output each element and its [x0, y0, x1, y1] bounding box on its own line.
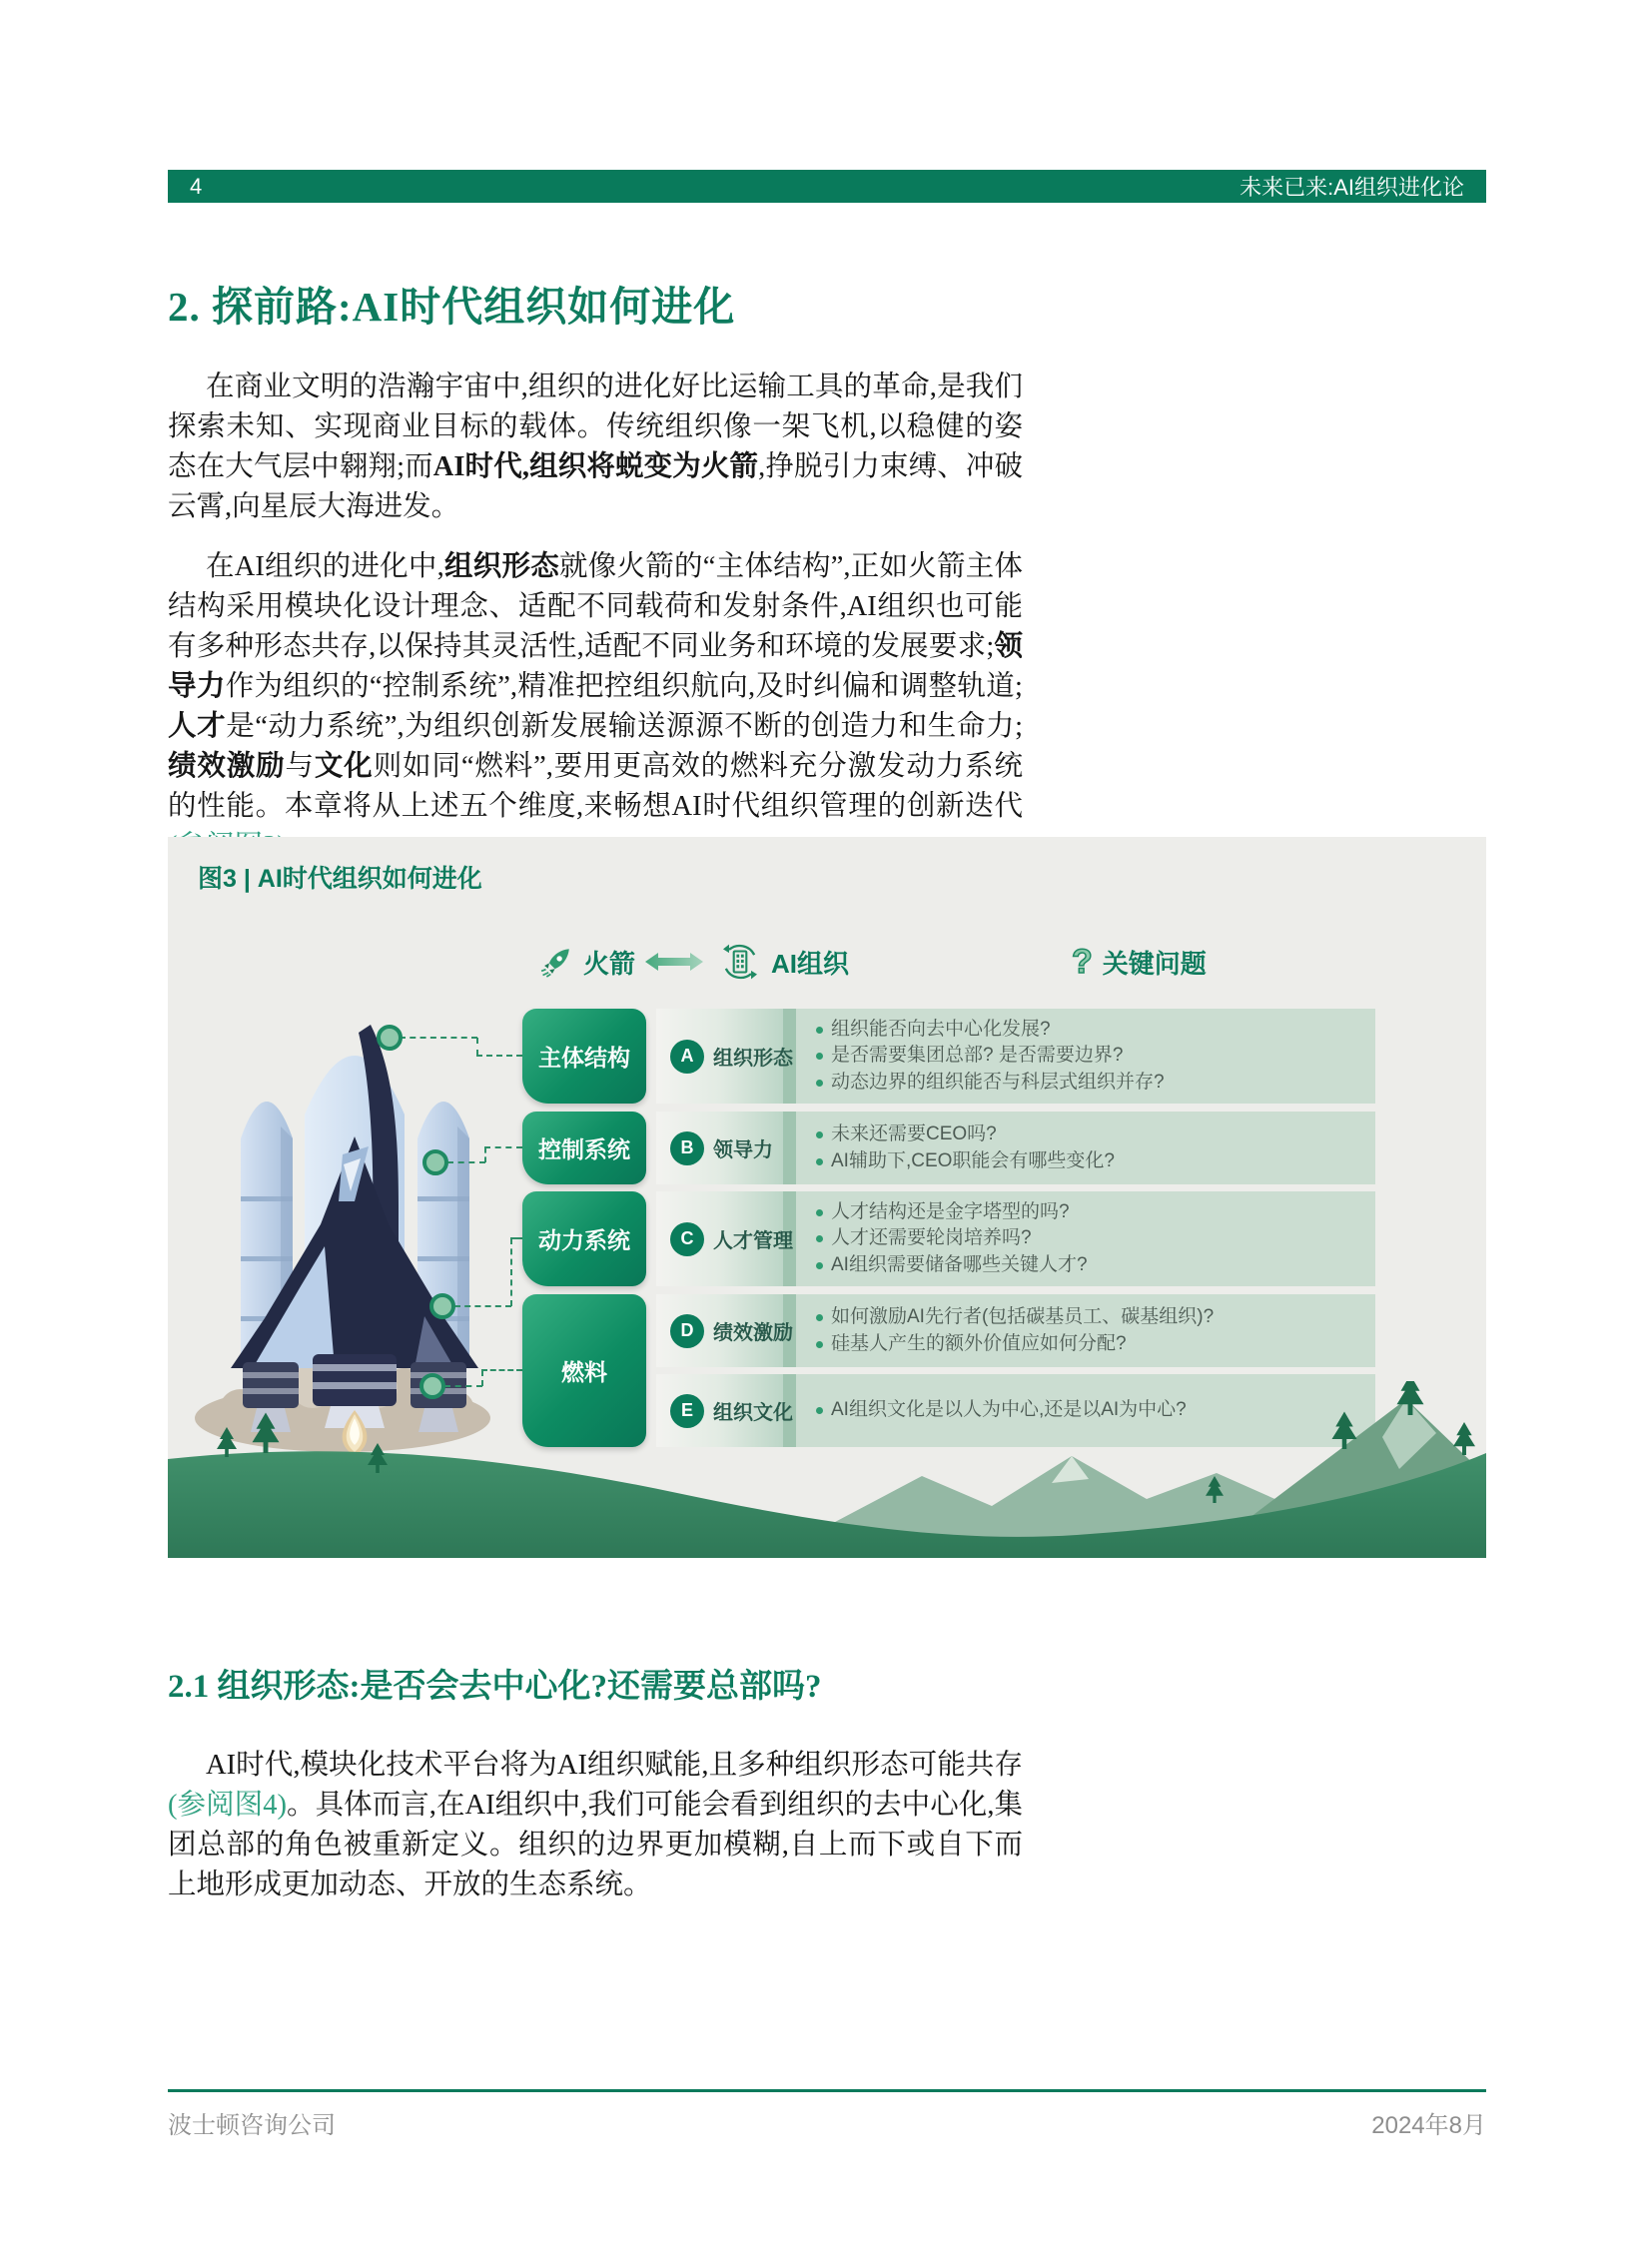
connector-line [481, 1369, 522, 1371]
badge-d: D [670, 1314, 704, 1348]
legend-rocket-label: 火箭 [583, 948, 636, 979]
text-segment: 作为组织的“控制系统”,精准把控组织航向,及时纠偏和调整轨道; [225, 671, 1023, 702]
badge-a: A [670, 1040, 704, 1074]
questions-cell-a [796, 1009, 1375, 1104]
aspect-label: 组织形态 [713, 1048, 793, 1070]
footer-company: 波士顿咨询公司 [168, 2112, 336, 2139]
aspect-cell-b [656, 1112, 796, 1184]
question-item: 未来还需要CEO吗? [814, 1121, 1115, 1148]
legend-ai-org [719, 939, 849, 985]
subsection-title: 2.1 组织形态:是否会去中心化?还需要总部吗? [168, 1669, 822, 1705]
header-title: 未来已来:AI组织进化论 [1239, 175, 1464, 200]
connector-line [510, 1238, 512, 1306]
legend-rocket [539, 939, 635, 985]
paragraph-3 [168, 1746, 1023, 1905]
questions-cell-b [796, 1112, 1375, 1184]
rocket-node-booster [422, 1149, 448, 1175]
text-segment: 。具体而言,在AI组织中,我们可能会看到组织的去中心化,集团总部的角色被重新定义。组织的边界更加模糊,自上而下或自下而上地形成更加动态、开放的生态系统。 [168, 1790, 1024, 1900]
page-header-bar [168, 170, 1486, 203]
text-segment: AI时代,模块化技术平台将为AI组织赋能,且多种组织形态可能共存 [206, 1750, 1023, 1781]
text-segment: 绩效激励 [168, 751, 286, 782]
question-item: 如何激励AI先行者(包括碳基员工、碳基组织)? [814, 1304, 1214, 1331]
aspect-cell-c [656, 1191, 796, 1286]
organization-cycle-icon [719, 941, 761, 983]
aspect-label: 绩效激励 [713, 1322, 793, 1344]
text-segment: 在AI组织的进化中, [206, 551, 444, 582]
double-arrow-icon [645, 950, 703, 974]
rocket-node-wing [429, 1293, 455, 1319]
question-item: 组织能否向去中心化发展? [814, 1017, 1165, 1044]
text-segment: 就像火箭的“主体结构”,正如火箭主体结构采用模块化设计理念、适配不同载荷和发射条件,AI组织也可能有多种形态共存,以保持其灵活性,适配不同业务和环境的发展要求; [168, 551, 1023, 662]
question-item: AI组织文化是以人为中心,还是以AI为中心? [814, 1397, 1187, 1424]
text-segment: AI时代,组织将蜕变为火箭 [432, 451, 759, 482]
legend-key-questions [1072, 939, 1207, 985]
badge-c: C [670, 1222, 704, 1256]
part-button-control: 控制系统 [522, 1112, 646, 1184]
legend-ai-org-label: AI组织 [771, 948, 850, 979]
text-segment: 与 [285, 751, 315, 782]
paragraph-2 [168, 547, 1023, 867]
figure-reference-link[interactable]: (参阅图4) [168, 1790, 287, 1821]
connector-line [454, 1305, 511, 1307]
aspect-label: 领导力 [713, 1139, 773, 1161]
footer-divider [168, 2089, 1486, 2092]
text-segment: 文化 [314, 751, 374, 782]
question-item: 人才还需要轮岗培养吗? [814, 1225, 1088, 1252]
connector-line [510, 1237, 522, 1239]
paragraph-1 [168, 368, 1023, 527]
part-button-structure: 主体结构 [522, 1009, 646, 1104]
connector-line [400, 1037, 477, 1039]
page-number: 4 [190, 173, 203, 199]
question-item: 是否需要集团总部? 是否需要边界? [814, 1043, 1165, 1070]
question-item: 硅基人产生的额外价值应如何分配? [814, 1331, 1214, 1358]
aspect-cell-a [656, 1009, 796, 1104]
aspect-cell-d [656, 1294, 796, 1367]
badge-e: E [670, 1394, 704, 1428]
rocket-icon [539, 945, 573, 979]
question-item: 动态边界的组织能否与科层式组织并存? [814, 1070, 1165, 1097]
connector-line [447, 1161, 485, 1163]
section-title: 2. 探前路:AI时代组织如何进化 [168, 284, 736, 330]
text-segment: 领导力 [168, 631, 1023, 702]
text-segment: 人才 [168, 711, 227, 742]
aspect-label: 组织文化 [713, 1402, 793, 1424]
landscape-illustration [168, 1381, 1486, 1558]
text-segment: 是“动力系统”,为组织创新发展输送源源不断的创造力和生命力; [226, 711, 1023, 742]
text-segment: 则如同“燃料”,要用更高效的燃料充分激发动力系统的性能。本章将从上述五个维度,来畅想AI时代组织管理的创新迭代 [168, 751, 1023, 822]
connector-line [484, 1147, 486, 1162]
rocket-node-nose [377, 1025, 403, 1051]
part-button-fuel: 燃料 [522, 1294, 646, 1447]
questions-cell-d [796, 1294, 1375, 1367]
page-footer [168, 2105, 1486, 2140]
question-item: AI组织需要储备哪些关键人才? [814, 1252, 1088, 1279]
text-segment: 组织形态 [443, 551, 560, 582]
text-segment: ,挣脱引力束缚、冲破云霄,向星辰大海进发。 [168, 451, 1023, 522]
question-mark-icon: ? [1072, 943, 1093, 981]
question-item: 人才结构还是金字塔型的吗? [814, 1199, 1088, 1226]
text-segment: 在商业文明的浩瀚宇宙中,组织的进化好比运输工具的革命,是我们探索未知、实现商业目标的载体。传统组织像一架飞机,以稳健的姿态在大气层中翱翔;而 [168, 372, 1023, 482]
aspect-label: 人才管理 [713, 1230, 793, 1252]
questions-cell-c [796, 1191, 1375, 1286]
connector-line [476, 1055, 522, 1057]
figure-3 [168, 837, 1486, 1558]
badge-b: B [670, 1131, 704, 1165]
question-item: AI辅助下,CEO职能会有哪些变化? [814, 1148, 1115, 1175]
figure-title: 图3 | AI时代组织如何进化 [198, 865, 482, 893]
legend-key-questions-label: 关键问题 [1102, 948, 1207, 979]
connector-line [484, 1146, 522, 1148]
part-button-power: 动力系统 [522, 1191, 646, 1286]
footer-date: 2024年8月 [1371, 2112, 1486, 2139]
connector-line [476, 1038, 478, 1056]
